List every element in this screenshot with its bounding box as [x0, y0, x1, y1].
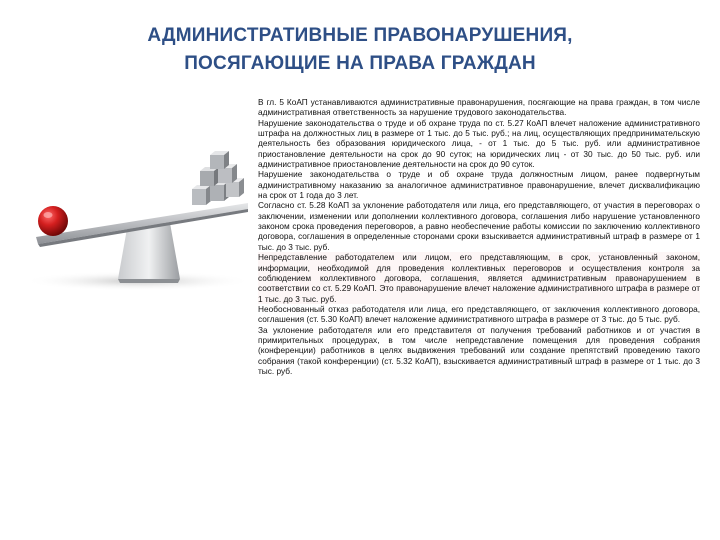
paragraph: Необоснованный отказ работодателя или лица, его представляющего, от заключения коллективного договора, соглашения (ст. 5.30 КоАП) влечет наложение административного штрафа в размере от 3 тыс. до 5 тыс. руб.: [258, 303, 700, 325]
title-line-1: АДМИНИСТРАТИВНЫЕ ПРАВОНАРУШЕНИЯ,: [147, 25, 573, 46]
paragraph: Согласно ст. 5.28 КоАП за уклонение работодателя или лица, его представляющего, от участия в переговорах о заключении, изменении или дополнении коллективного договора, соглашения либо нарушение установленного законом срока проведения переговоров, а равно необеспечение работы комиссии по заключению коллективного договора, соглашения в определенные сторонами сроки взыскивается административный штраф в размере от 1 тыс. до 3 тыс. руб.: [258, 200, 700, 252]
paragraph: Нарушение законодательства о труде и об охране труда должностным лицом, ранее подвергнутым административному наказанию за аналогичное административное правонарушение, влечет дисквалификацию на срок от 1 года до 3 лет.: [258, 169, 700, 201]
title-line-2: ПОСЯГАЮЩИЕ НА ПРАВА ГРАЖДАН: [184, 53, 536, 74]
paragraph: В гл. 5 КоАП устанавливаются административные правонарушения, посягающие на права граждан, в том числе административная ответственность за нарушение трудового законодательства.: [258, 97, 700, 118]
grey-cubes: [192, 151, 244, 205]
seesaw-with-ball-and-cubes-icon: [20, 145, 250, 295]
page-title: [60, 22, 660, 78]
paragraph: Нарушение законодательства о труде и об охране труда по ст. 5.27 КоАП влечет наложение административного штрафа на должностных лиц в размере от 1 тыс. до 5 тыс. руб.; на лиц, осуществляющих предпринимательскую деятельность без образования юридического лица, - от 1 тыс. до 5 тыс. руб. или административное приостановление деятельности на срок до 90 суток; на юридических лиц - от 30 тыс. до 50 тыс. руб. или административное приостановление деятельности на срок до 90 суток.: [258, 117, 700, 170]
paragraph: Непредставление работодателем или лицом, его представляющим, в срок, установленный законом, информации, необходимой для проведения коллективных переговоров и осуществления контроля за соблюдением коллективного договора, соглашения, является административным правонарушением в соответствии со ст. 5.29 КоАП. Это правонарушение влечет наложение административного штрафа в размере от 1 тыс. до 3 тыс. руб.: [258, 252, 700, 304]
red-ball: [38, 206, 68, 236]
body-text: [258, 97, 700, 376]
paragraph: За уклонение работодателя или его представителя от получения требований работников и от участия в примирительных процедурах, в том числе непредставление помещения для проведения собрания (конференции) работников в целях выдвижения требований или создание препятствий проведению такого собрания (такой конференции) (ст. 5.32 КоАП), взыскивается административный штраф в размере от 1 тыс. до 3 тыс. руб.: [258, 324, 700, 376]
